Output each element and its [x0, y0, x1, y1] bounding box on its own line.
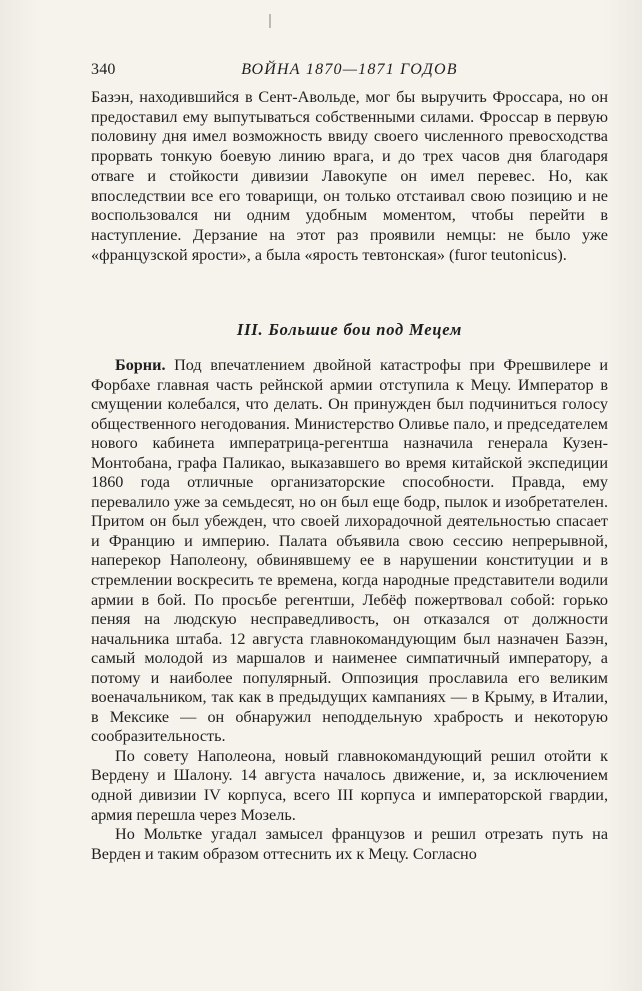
paragraph-moltke: Но Мольтке угадал замысел французов и решил отрезать путь на Верден и таким образом оттеснить их к Мецу. Согласно [91, 825, 608, 863]
continuation-text [91, 88, 608, 265]
section-heading: III. Большие бои под Мецем [236, 320, 463, 339]
continuation-paragraph: Базэн, находившийся в Сент-Авольде, мог бы выручить Фроссара, но он предоставил ему выпутываться собственными силами. Фроссар в первую половину дня имел возможность ввиду своего численного превосходства прорвать тонкую боевую линию врага, и до трех часов дня благодаря отваге и стойкости дивизии Лавокупе он имел перевес. Но, как впоследствии все его товарищи, он только отстаивал свою позицию и не воспользовался ни одним удобным моментом, чтобы перейти в наступление. Дерзание на этот раз проявили немцы: не было уже «французской ярости», а была «ярость тевтонская» (furor teutonicus). [91, 88, 608, 264]
running-title: ВОЙНА 1870—1871 ГОДОВ [241, 61, 458, 78]
page-number: 340 [91, 61, 116, 78]
paragraph-borny [91, 356, 608, 747]
paragraph-text: Под впечатлением двойной катастрофы при Фрешвилере и Форбахе главная часть рейнской армии отступила к Мецу. Император в смущении колебался, что делать. Он принужден был подчиниться голосу общественного негодования. Министерство Оливье пало, и председателем нового кабинета императрица-регентша назначила генерала Кузен-Монтобана, графа Паликао, выказавшего во время китайской экспедиции 1860 года отличные организаторские способности. Правда, ему перевалило уже за семьдесят, но он был еще бодр, пылок и изобретателен. Притом он был убежден, что своей лихорадочной деятельностью спасает и Францию и империю. Палата объявила свою сессию непрерывной, наперекор Наполеону, обвинявшему ее в нарушении конституции и в стремлении воскресить те времена, когда народные представители водили армии в бой. По просьбе регентши, Лебёф пожертвовал собой: горько пеняя на людскую несправедливость, он отказался от должности начальника штаба. 12 августа главнокомандующим был назначен Базэн, самый молодой из маршалов и наименее симпатичный императору, а потому и наиболее популярный. Оппозиция прославила его великим военачальником, так как в предыдущих кампаниях — в Крыму, в Италии, в Мексике — он обнаружил неподдельную храбрость и некоторую сообразительность. [91, 356, 608, 746]
print-mark [269, 14, 271, 28]
runin-heading: Борни. [115, 356, 166, 374]
page-header [91, 61, 608, 87]
paragraph-retreat: По совету Наполеона, новый главнокомандующий решил отойти к Вердену и Шалону. 14 августа началось движение, и, за исключением одной дивизии IV корпуса, всего III корпуса и императорской гвардии, армия перешла через Мозель. [91, 746, 608, 824]
section-body [91, 356, 608, 864]
